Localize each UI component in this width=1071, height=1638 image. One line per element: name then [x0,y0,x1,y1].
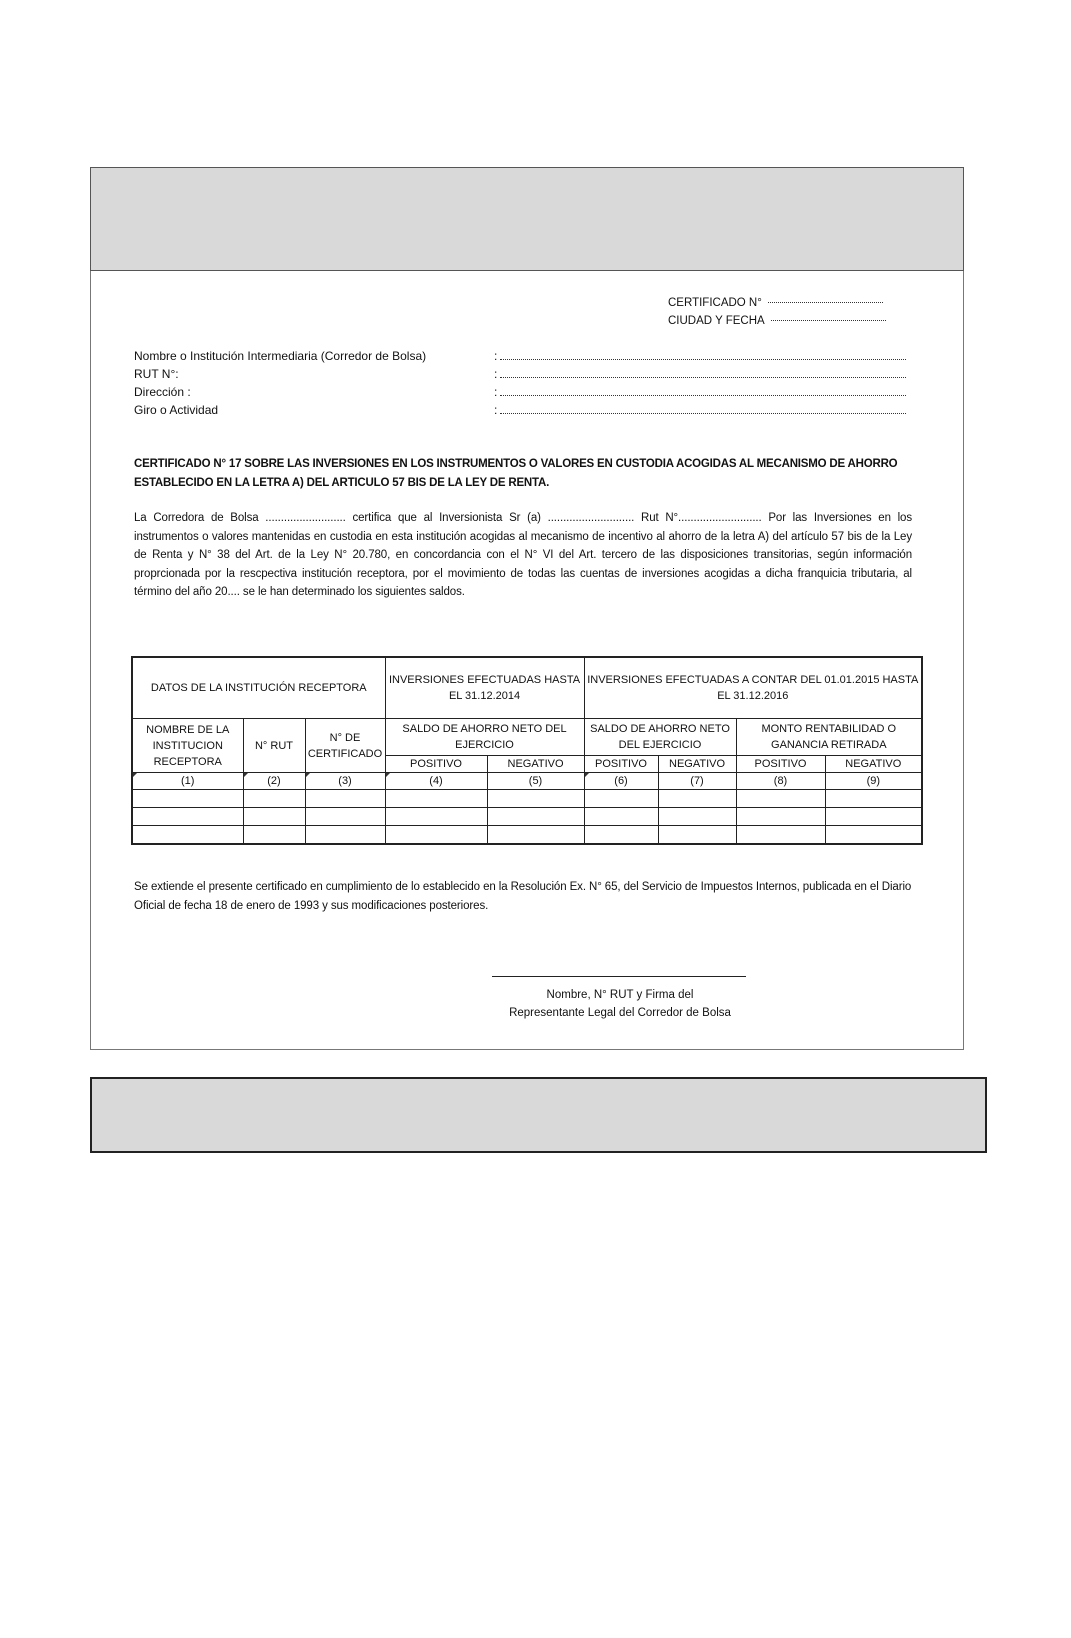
col-number-7: (7) [658,773,736,790]
signature-caption [470,986,770,1022]
balances-table [131,656,923,845]
table-row [132,808,922,826]
field-line-direccion [500,395,906,396]
group-inversiones-desde-2015: INVERSIONES EFECTUADAS A CONTAR DEL 01.01.2015 HASTA EL 31.12.2016 [584,657,922,719]
certificate-meta [668,294,886,330]
col-header-positivo: POSITIVO [736,756,825,773]
field-colon: : [494,367,498,381]
col-header-monto: MONTO RENTABILIDAD O GANANCIA RETIRADA [736,719,922,756]
field-line-giro [500,413,906,414]
closing-statement: Se extiende el presente certificado en cumplimiento de lo establecido en la Resolución Ex. N° 65, del Servicio de Impuestos Internos, publicada en el Diario Oficial de fecha 18 de enero de 1993 y sus modificaciones posteriores. [134,881,912,912]
certificate-heading: CERTIFICADO N° 17 SOBRE LAS INVERSIONES EN LOS INSTRUMENTOS O VALORES EN CUSTODIA ACOGIDAS AL MECANISMO DE AHORRO ESTABLECIDO EN LA LETRA A) DEL ARTICULO 57 BIS DE LA LEY DE RENTA. [134,458,898,489]
col-number-2: (2) [243,773,305,790]
certificate-number-row [668,294,886,312]
table-row [132,826,922,845]
col-header-saldo-hasta: SALDO DE AHORRO NETO DEL EJERCICIO [385,719,584,756]
col-number-4: (4) [385,773,487,790]
col-header-positivo: POSITIVO [385,756,487,773]
table-row [132,790,922,808]
field-label-rut: RUT N°: [134,367,179,381]
col-number-3: (3) [305,773,385,790]
field-line-rut [500,377,906,378]
col-number-8: (8) [736,773,825,790]
col-number-1: (1) [132,773,243,790]
col-header-negativo: NEGATIVO [825,756,922,773]
col-number-9: (9) [825,773,922,790]
col-number-5: (5) [487,773,584,790]
group-inversiones-hasta-2014: INVERSIONES EFECTUADAS HASTA EL 31.12.2014 [385,657,584,719]
col-header-positivo: POSITIVO [584,756,658,773]
field-colon: : [494,403,498,417]
field-line-nombre [500,359,906,360]
field-colon: : [494,349,498,363]
field-label-direccion: Dirección : [134,385,191,399]
city-date-row [668,312,886,330]
certificate-number-line [768,302,883,303]
col-header-saldo-desde: SALDO DE AHORRO NETO DEL EJERCICIO [584,719,736,756]
field-label-nombre: Nombre o Institución Intermediaria (Corredor de Bolsa) [134,349,427,363]
col-header-negativo: NEGATIVO [487,756,584,773]
col-header-rut: N° RUT [243,719,305,773]
certificate-paragraph: La Corredora de Bolsa .......................... certifica que al Inversionista Sr (a) ............................ Rut N°........................... Por las Inversiones en los instrumentos o valores mantenidas en custodia en esta institución acogidas al mecanismo de incentivo al ahorro de la letra A) del artículo 57 bis de la Ley de Renta y N° 38 del Art. de la Ley N° 20.780, en concordancia con el N° VI del Art. tercero de las disposiciones transitorias, según información proprcionada por la rescpectiva institución receptora, por el movimiento de todas las cuentas de inversiones acogidas a dicha franquicia tributaria, al término del año 20.... se le han determinado los siguientes saldos. [134,512,912,598]
group-institucion-receptora: DATOS DE LA INSTITUCIÓN RECEPTORA [132,657,385,719]
col-header-certificado: N° DE CERTIFICADO [305,719,385,773]
field-label-giro: Giro o Actividad [134,403,219,417]
city-date-line [771,320,886,321]
header-gray-box [90,167,964,271]
certificate-number-label: CERTIFICADO N° [668,297,762,309]
signature-caption-line1: Nombre, N° RUT y Firma del [546,989,694,1001]
footer-gray-box [90,1077,987,1153]
col-header-negativo: NEGATIVO [658,756,736,773]
signature-caption-line2: Representante Legal del Corredor de Bolsa [509,1007,731,1019]
col-number-6: (6) [584,773,658,790]
col-header-nombre: NOMBRE DE LA INSTITUCION RECEPTORA [132,719,243,773]
city-date-label: CIUDAD Y FECHA [668,315,765,327]
signature-line [492,976,746,977]
field-colon: : [494,385,498,399]
